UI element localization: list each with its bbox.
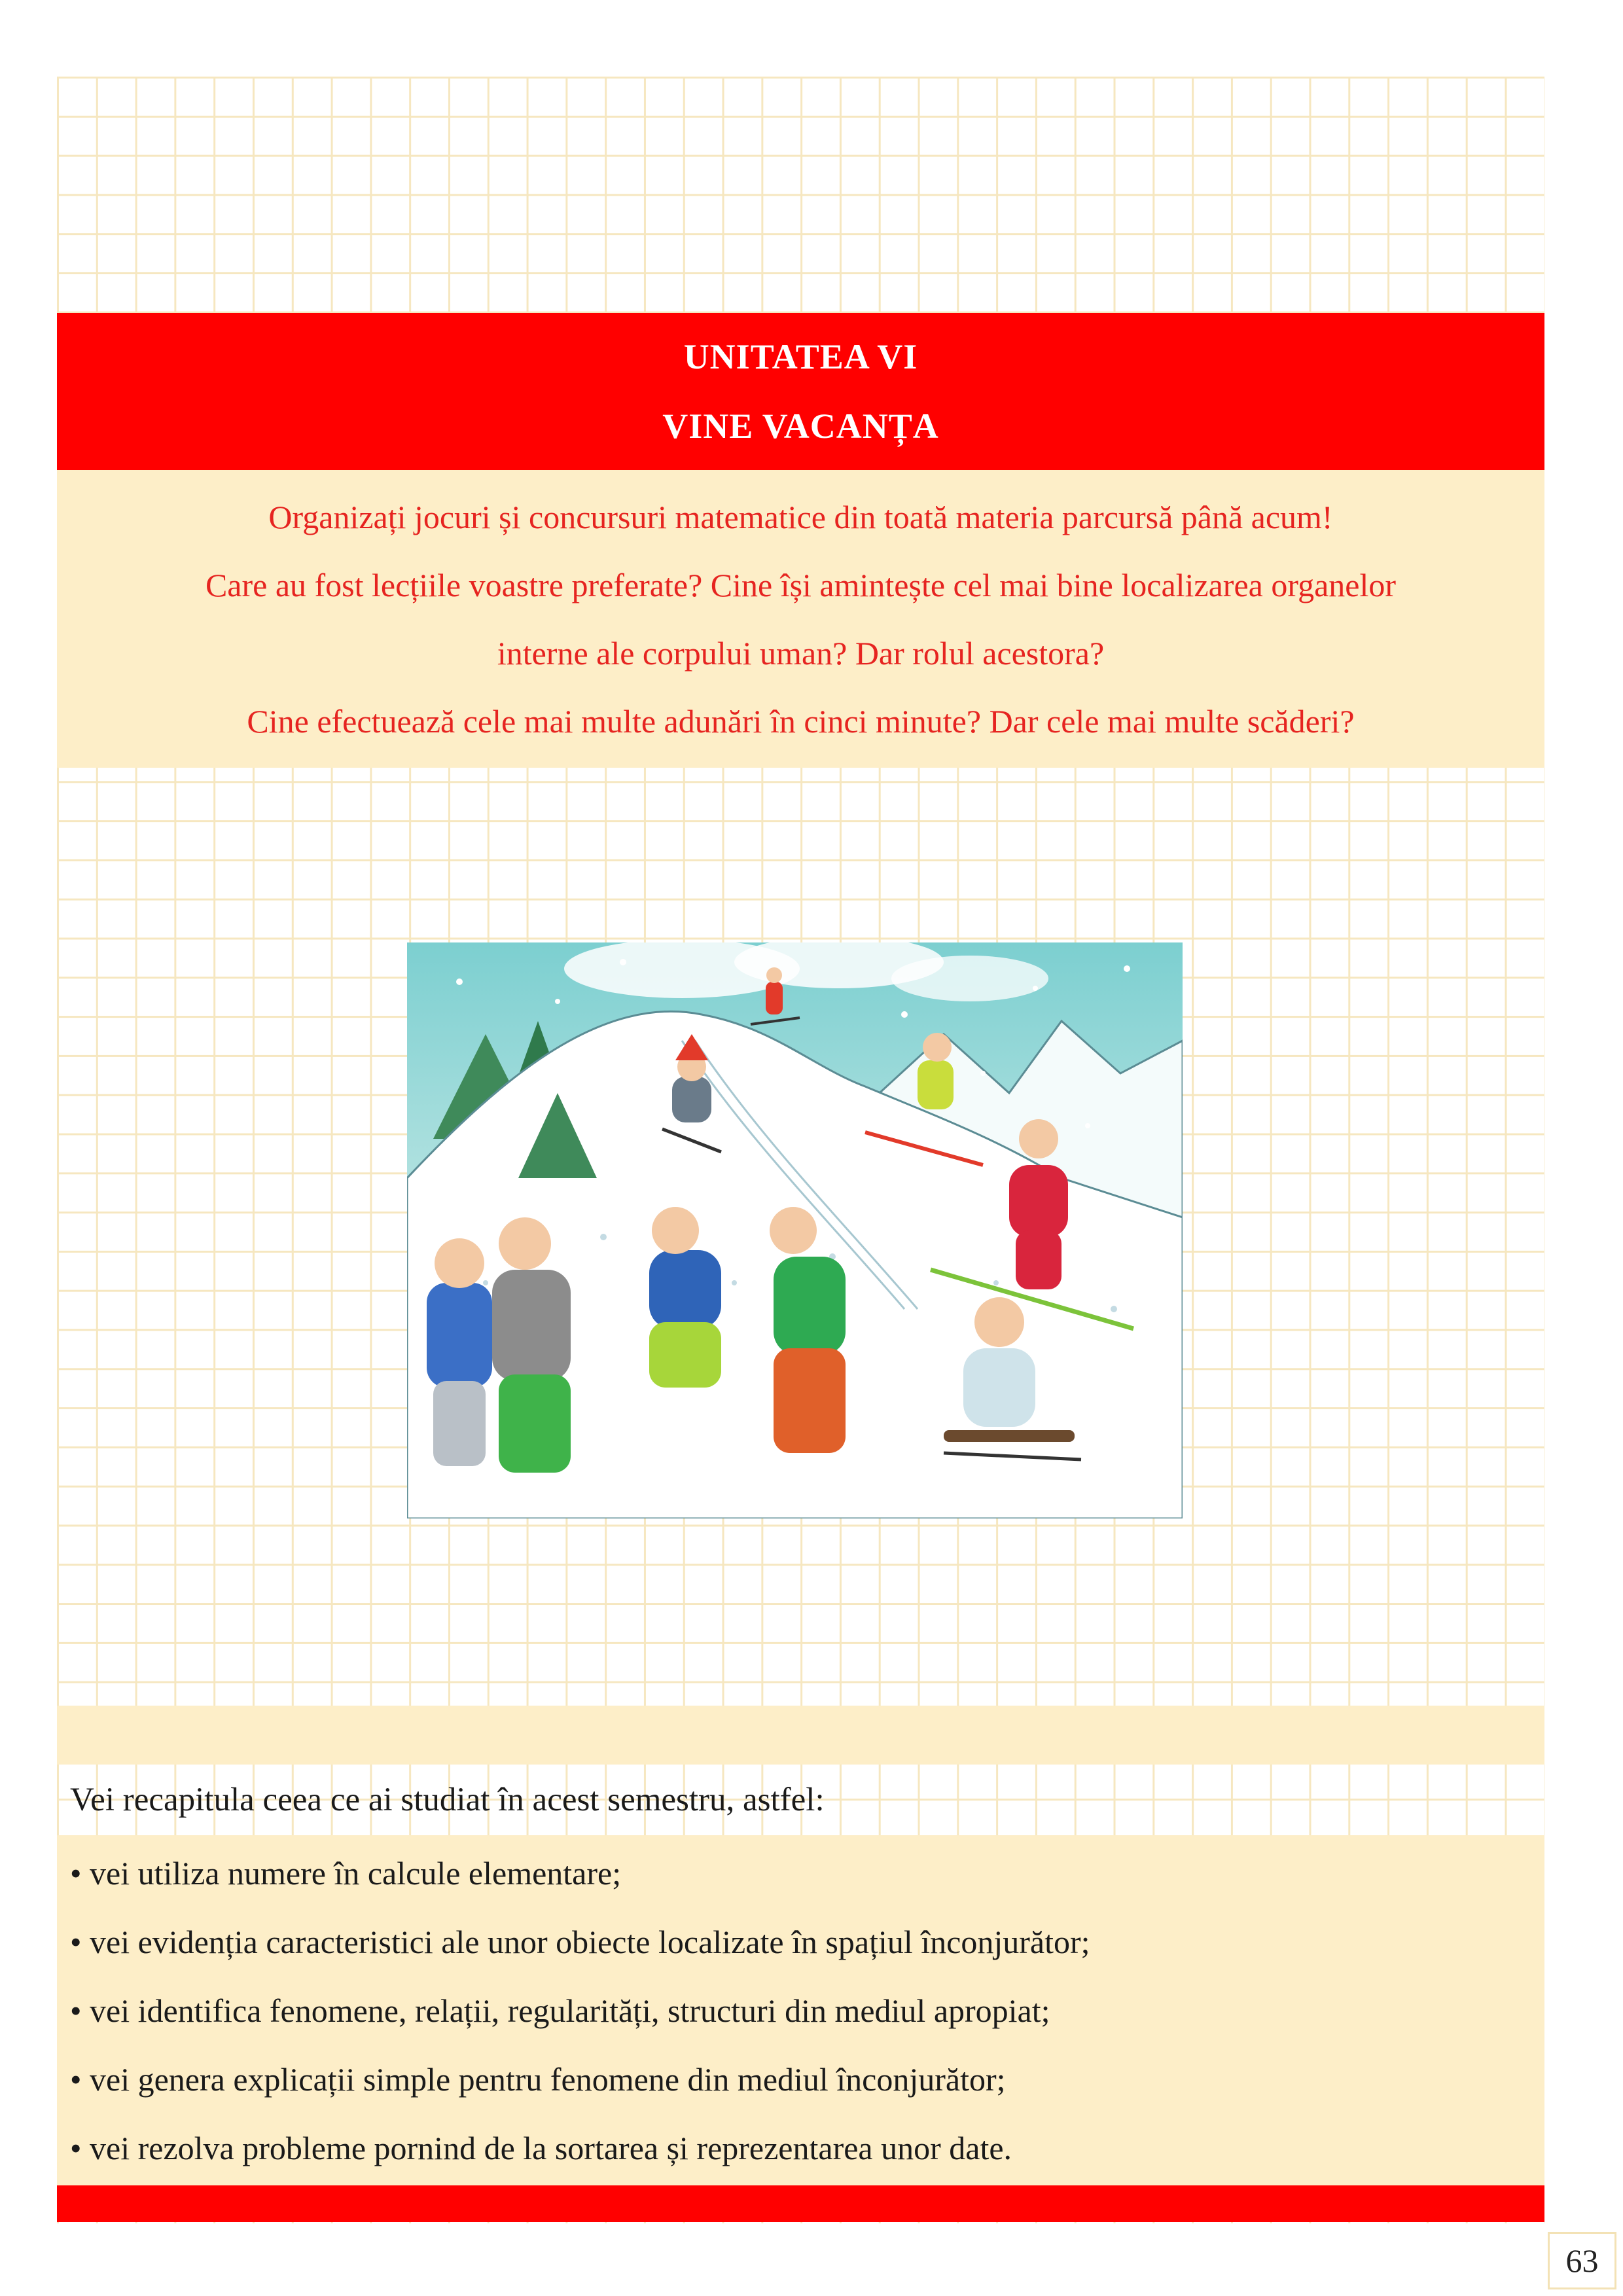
- objectives-title-row: [57, 1765, 1544, 1835]
- intro-line: Organizați jocuri și concursuri matematice din toată materia parcursă până acum!: [268, 498, 1333, 535]
- footer-red-bar: [57, 2185, 1544, 2222]
- unit-label: UNITATEA VI: [683, 337, 918, 376]
- objective-item: • vei evidenția caracteristici ale unor obiecte localizate în spațiul înconjurător;: [70, 1924, 1090, 1960]
- unit-header: [57, 313, 1544, 470]
- objective-item: • vei utiliza numere în calcule elementare;: [70, 1855, 622, 1892]
- objective-item: • vei identifica fenomene, relații, regularități, structuri din mediul apropiat;: [70, 1992, 1050, 2029]
- divider-band: [57, 1706, 1544, 1765]
- objective-item: • vei genera explicații simple pentru fenomene din mediul înconjurător;: [70, 2061, 1006, 2098]
- intro-box: [57, 470, 1544, 768]
- page-number: 63: [1548, 2232, 1616, 2289]
- intro-line: interne ale corpului uman? Dar rolul acestora?: [497, 634, 1105, 672]
- winter-vacation-illustration: [407, 942, 1183, 1518]
- unit-title: VINE VACANȚA: [662, 406, 939, 446]
- intro-line: Care au fost lecțiile voastre preferate? Cine își amintește cel mai bine localizarea organelor: [205, 566, 1397, 603]
- objectives-title: Vei recapitula ceea ce ai studiat în acest semestru, astfel:: [70, 1782, 825, 1818]
- intro-line: Cine efectuează cele mai multe adunări în cinci minute? Dar cele mai multe scăderi?: [247, 702, 1355, 740]
- objective-item: • vei rezolva probleme pornind de la sortarea și reprezentarea unor date.: [70, 2130, 1012, 2166]
- objectives-list: [57, 1835, 1544, 2185]
